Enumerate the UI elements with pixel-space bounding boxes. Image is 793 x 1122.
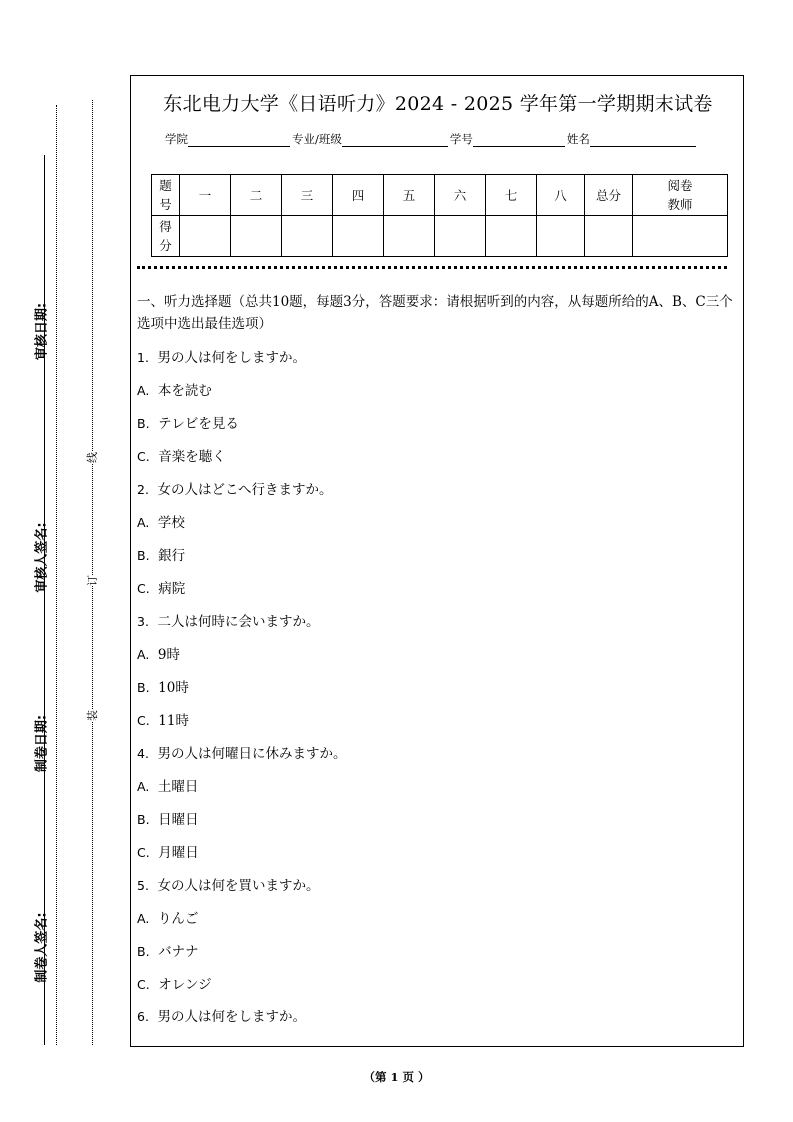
score-table-header-row [152, 175, 728, 216]
grader-line1: 阅卷 [667, 178, 693, 193]
col-header-3: 三 [282, 175, 333, 216]
col-header-5: 五 [384, 175, 435, 216]
question-3 [137, 610, 320, 630]
score-cell-5[interactable] [384, 216, 435, 257]
question-number: 3. [137, 614, 149, 629]
reviewer-signature-label: 审核人签名: [34, 522, 50, 593]
score-label-cell [152, 216, 180, 257]
score-cell-4[interactable] [333, 216, 384, 257]
option-5a[interactable] [137, 907, 198, 927]
score-cell-8[interactable] [537, 216, 585, 257]
question-number: 4. [137, 746, 149, 761]
option-text: りんご [157, 911, 199, 927]
option-text: オレンジ [158, 977, 212, 993]
field-major-label: 专业/班级 [292, 132, 342, 146]
question-1 [137, 346, 306, 366]
option-text: バナナ [158, 944, 199, 960]
question-2 [137, 478, 333, 498]
compiler-signature-label: 制卷人签名: [34, 912, 50, 983]
option-text: 日曜日 [158, 812, 199, 828]
option-text: 11時 [158, 713, 189, 729]
col-header-4: 四 [333, 175, 384, 216]
option-3c[interactable] [137, 709, 189, 729]
score-table-score-row [152, 216, 728, 257]
option-text: 月曜日 [158, 845, 199, 861]
dotted-separator [137, 266, 727, 269]
question-text: 男の人は何をしますか。 [157, 1009, 307, 1025]
option-label: C. [137, 977, 150, 992]
option-4c[interactable] [137, 841, 199, 861]
question-number: 1. [137, 350, 149, 365]
section1-heading: 一、听力选择题（总共10题，每题3分，答题要求：请根据听到的内容，从每题所给的A、B、C三个选项中选出最佳选项） [137, 294, 733, 332]
option-label: B. [137, 812, 150, 827]
field-name-blank[interactable] [590, 133, 696, 147]
col-header-8: 八 [537, 175, 585, 216]
review-date-label: 审核日期: [34, 302, 50, 361]
question-text: 女の人はどこへ行きますか。 [157, 482, 333, 498]
option-text: 音楽を聴く [158, 449, 226, 465]
question-text: 二人は何時に会いますか。 [157, 614, 320, 630]
option-text: 学校 [157, 515, 185, 531]
header-label-cell [152, 175, 180, 216]
binding-dotted-line-outer [56, 105, 57, 1045]
col-header-2: 二 [231, 175, 282, 216]
option-2c[interactable] [137, 577, 185, 597]
option-1b[interactable] [137, 412, 239, 432]
header-label-line2: 号 [159, 197, 172, 212]
option-2b[interactable] [137, 544, 185, 564]
col-header-7: 七 [486, 175, 537, 216]
option-2a[interactable] [137, 511, 185, 531]
option-label: C. [137, 449, 150, 464]
col-header-total: 总分 [585, 175, 633, 216]
option-text: 本を読む [157, 383, 212, 399]
question-4 [137, 742, 347, 762]
option-label: B. [137, 548, 150, 563]
option-text: 9時 [157, 647, 180, 663]
option-label: B. [137, 944, 150, 959]
option-label: A. [137, 647, 150, 662]
header-label-line1: 题 [159, 178, 172, 193]
score-cell-3[interactable] [282, 216, 333, 257]
option-text: 10時 [158, 680, 189, 696]
compile-date-label: 制卷日期: [34, 714, 50, 773]
score-cell-total[interactable] [585, 216, 633, 257]
field-college-blank[interactable] [188, 133, 290, 147]
option-label: B. [137, 680, 150, 695]
score-table [151, 174, 728, 257]
option-label: A. [137, 779, 150, 794]
question-text: 女の人は何を買いますか。 [157, 878, 320, 894]
score-label-line1: 得 [159, 219, 172, 234]
field-id-label: 学号 [449, 132, 473, 146]
question-number: 2. [137, 482, 149, 497]
option-1a[interactable] [137, 379, 212, 399]
score-cell-6[interactable] [435, 216, 486, 257]
option-text: 土曜日 [157, 779, 199, 795]
binding-char-line: 线 [86, 452, 99, 463]
option-text: 病院 [158, 581, 186, 597]
option-4a[interactable] [137, 775, 198, 795]
question-6 [137, 1005, 306, 1025]
exam-frame [130, 75, 744, 1047]
col-header-1: 一 [180, 175, 231, 216]
option-4b[interactable] [137, 808, 199, 828]
page-footer: （第 1 页 ） [363, 1070, 430, 1084]
option-3b[interactable] [137, 676, 189, 696]
option-text: テレビを見る [158, 416, 239, 432]
field-college-label: 学院 [165, 132, 188, 146]
score-cell-1[interactable] [180, 216, 231, 257]
exam-title: 东北电力大学《日语听力》2024 - 2025 学年第一学期期末试卷 [163, 93, 713, 115]
option-label: C. [137, 845, 150, 860]
option-label: A. [137, 383, 150, 398]
option-label: C. [137, 713, 150, 728]
score-label-line2: 分 [159, 238, 172, 253]
grader-line2: 教师 [667, 197, 693, 212]
question-text: 男の人は何曜日に休みますか。 [157, 746, 347, 762]
binding-dotted-line-inner [92, 100, 93, 1045]
score-cell-7[interactable] [486, 216, 537, 257]
option-label: A. [137, 911, 150, 926]
question-5 [137, 874, 320, 894]
option-3a[interactable] [137, 643, 180, 663]
binding-char-bind: 装 [86, 710, 99, 721]
question-number: 6. [137, 1009, 149, 1024]
option-5c[interactable] [137, 973, 212, 993]
grader-sign-cell[interactable] [633, 216, 728, 257]
question-number: 5. [137, 878, 149, 893]
question-text: 男の人は何をしますか。 [157, 350, 307, 366]
option-text: 銀行 [158, 548, 186, 564]
option-label: C. [137, 581, 150, 596]
col-header-6: 六 [435, 175, 486, 216]
option-1c[interactable] [137, 445, 226, 465]
option-5b[interactable] [137, 940, 199, 960]
field-id-blank[interactable] [473, 133, 565, 147]
option-label: A. [137, 515, 150, 530]
grader-header-cell [633, 175, 728, 216]
student-info-row [165, 131, 698, 147]
field-major-blank[interactable] [342, 133, 448, 147]
option-label: B. [137, 416, 150, 431]
field-name-label: 姓名 [566, 132, 590, 146]
score-cell-2[interactable] [231, 216, 282, 257]
binding-char-staple: 订 [86, 575, 99, 586]
